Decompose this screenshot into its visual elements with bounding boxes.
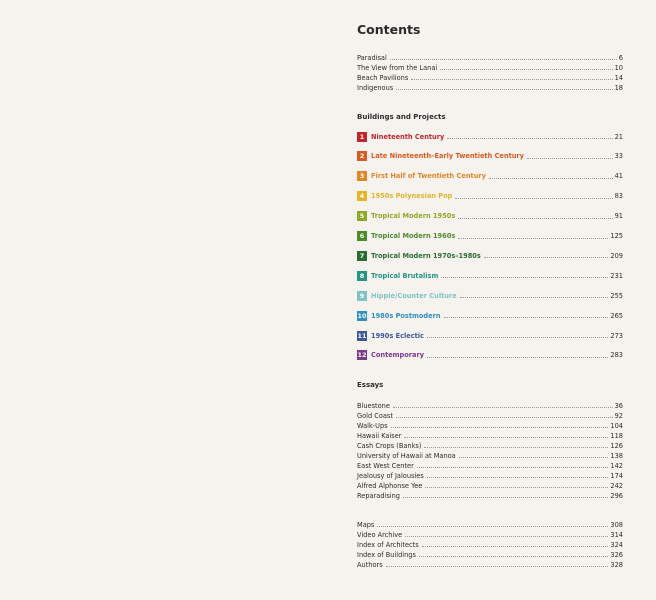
chapter-label: 1950s Polynesian Pop	[371, 192, 453, 201]
chapter-label: First Half of Twentieth Century	[371, 172, 486, 181]
chapter-page: 21	[614, 132, 623, 141]
chapter-label: Hippie/Counter Culture	[371, 291, 457, 300]
dot-leader	[404, 436, 608, 438]
chapter-entry[interactable]	[357, 131, 623, 142]
toc-entry[interactable]	[357, 52, 623, 62]
dot-leader	[484, 256, 609, 258]
chapter-page: 91	[614, 212, 623, 221]
chapter-number-badge: 3	[357, 171, 367, 181]
toc-entry[interactable]	[357, 490, 623, 500]
chapter-label: Nineteenth Century	[371, 132, 445, 141]
toc-entry-page: 142	[610, 462, 623, 470]
toc-entry-label: Reparadising	[357, 492, 400, 500]
toc-entry-page: 10	[614, 64, 623, 72]
toc-entry-label: Jealousy of Jalousies	[357, 472, 424, 480]
dot-leader	[527, 157, 613, 159]
chapter-label: Tropical Modern 1970s–1980s	[371, 251, 481, 260]
toc-entry[interactable]	[357, 62, 623, 72]
chapter-page: 125	[610, 232, 623, 240]
chapter-number-badge: 6	[357, 231, 367, 241]
chapter-page: 33	[614, 152, 623, 161]
toc-entry-page: 18	[614, 84, 623, 92]
chapter-label: 1980s Postmodern	[371, 311, 441, 320]
chapter-page: 265	[610, 311, 623, 320]
dot-leader	[405, 535, 608, 537]
chapter-page: 273	[610, 331, 623, 340]
dot-leader	[460, 296, 609, 298]
chapter-page: 41	[614, 172, 623, 181]
toc-entry-label: University of Hawaii at Manoa	[357, 452, 456, 460]
dot-leader	[419, 555, 609, 557]
toc-entry-label: Hawaii Kaiser	[357, 432, 402, 440]
toc-entry-label: Index of Architects	[357, 541, 419, 549]
chapter-number-badge: 11	[357, 331, 367, 340]
toc-entry-page: 36	[614, 402, 623, 410]
toc-entry[interactable]	[357, 400, 623, 410]
toc-entry[interactable]	[357, 410, 623, 420]
chapter-entry[interactable]	[357, 250, 623, 261]
chapter-entry[interactable]	[357, 191, 623, 202]
chapter-label: Late Nineteenth–Early Twentieth Century	[371, 152, 524, 161]
chapter-number-badge: 4	[357, 191, 367, 201]
toc-entry[interactable]	[357, 529, 623, 539]
dot-leader	[455, 197, 612, 199]
toc-entry-label: Walk-Ups	[357, 422, 388, 430]
toc-entry[interactable]	[357, 549, 623, 559]
chapter-page: 209	[610, 251, 623, 260]
dot-leader	[386, 565, 609, 567]
dot-leader	[447, 137, 612, 139]
toc-entry[interactable]	[357, 430, 623, 440]
dot-leader	[458, 217, 612, 219]
dot-leader	[403, 496, 608, 498]
chapter-entry[interactable]	[357, 310, 623, 321]
dot-leader	[425, 486, 608, 488]
chapter-number-badge: 1	[357, 132, 367, 142]
chapter-number-badge: 12	[357, 351, 367, 360]
toc-entry[interactable]	[357, 559, 623, 569]
toc-entry-label: Authors	[357, 561, 383, 569]
toc-entry-label: Indigenous	[357, 84, 394, 92]
toc-entry-page: 296	[610, 492, 623, 500]
toc-entry-page: 104	[610, 422, 623, 430]
chapter-entry[interactable]	[357, 270, 623, 281]
chapter-label: 1990s Eclectic	[371, 331, 424, 340]
toc-entry-label: The View from the Lanai	[357, 64, 438, 72]
toc-entry-label: East West Center	[357, 462, 414, 470]
chapter-entry[interactable]	[357, 290, 623, 301]
chapter-entry[interactable]	[357, 231, 623, 242]
chapter-label: Tropical Modern 1950s	[371, 212, 456, 221]
toc-entry-label: Video Archive	[357, 531, 403, 539]
toc-entry[interactable]	[357, 420, 623, 430]
chapter-entry[interactable]	[357, 171, 623, 182]
toc-entry-label: Cash Crops (Banks)	[357, 442, 422, 450]
chapter-page: 83	[614, 192, 623, 201]
dot-leader	[424, 446, 608, 448]
chapter-entry[interactable]	[357, 350, 623, 361]
page-title: Contents	[357, 22, 421, 37]
dot-leader	[444, 316, 609, 318]
buildings-heading: Buildings and Projects	[357, 113, 446, 121]
toc-entry-label: Paradisal	[357, 54, 387, 62]
toc-entry[interactable]	[357, 519, 623, 529]
toc-entry-page: 138	[610, 452, 623, 460]
dot-leader	[459, 456, 609, 458]
toc-entry-page: 118	[610, 432, 623, 440]
toc-entry-label: Beach Pavilions	[357, 74, 409, 82]
dot-leader	[422, 545, 609, 547]
toc-entry[interactable]	[357, 480, 623, 490]
chapter-entry[interactable]	[357, 330, 623, 341]
chapter-entry[interactable]	[357, 151, 623, 162]
dot-leader	[458, 237, 608, 239]
toc-entry-page: 92	[614, 412, 623, 420]
toc-entry-page: 314	[610, 531, 623, 539]
dot-leader	[393, 406, 613, 408]
dot-leader	[390, 58, 617, 60]
chapter-label: Tropical Brutalism	[371, 271, 439, 280]
chapter-page: 231	[610, 271, 623, 280]
toc-entry[interactable]	[357, 470, 623, 480]
chapter-number-badge: 5	[357, 211, 367, 221]
dot-leader	[489, 177, 613, 179]
chapter-number-badge: 8	[357, 271, 367, 281]
toc-entry[interactable]	[357, 440, 623, 450]
toc-entry[interactable]	[357, 82, 623, 92]
essays-heading: Essays	[357, 381, 384, 389]
chapter-entry[interactable]	[357, 211, 623, 222]
dot-leader	[427, 476, 609, 478]
dot-leader	[411, 78, 612, 80]
chapter-number-badge: 7	[357, 251, 367, 261]
toc-entry-page: 242	[610, 482, 623, 490]
toc-entry-label: Gold Coast	[357, 412, 393, 420]
toc-entry-label: Alfred Alphonse Yee	[357, 482, 423, 490]
toc-entry-page: 308	[610, 521, 623, 529]
dot-leader	[391, 426, 609, 428]
toc-entry-page: 6	[618, 54, 623, 62]
toc-entry[interactable]	[357, 460, 623, 470]
toc-entry[interactable]	[357, 539, 623, 549]
toc-entry-page: 324	[610, 541, 623, 549]
toc-entry-page: 326	[610, 551, 623, 559]
toc-entry-label: Index of Buildings	[357, 551, 416, 559]
toc-entry[interactable]	[357, 450, 623, 460]
toc-entry-label: Bluestone	[357, 402, 390, 410]
toc-entry-page: 126	[610, 442, 623, 450]
dot-leader	[396, 416, 613, 418]
chapter-number-badge: 9	[357, 291, 367, 301]
toc-entry-page: 174	[610, 472, 623, 480]
chapter-page: 255	[610, 291, 623, 300]
chapter-label: Tropical Modern 1960s	[371, 232, 456, 240]
chapter-number-badge: 2	[357, 151, 367, 161]
dot-leader	[377, 525, 608, 527]
dot-leader	[427, 336, 608, 338]
toc-entry-page: 328	[610, 561, 623, 569]
dot-leader	[427, 356, 608, 358]
chapter-page: 283	[610, 351, 623, 360]
dot-leader	[417, 466, 609, 468]
toc-entry-page: 14	[614, 74, 623, 82]
dot-leader	[441, 276, 608, 278]
dot-leader	[396, 88, 612, 90]
toc-entry[interactable]	[357, 72, 623, 82]
chapter-number-badge: 10	[357, 311, 367, 320]
toc-entry-label: Maps	[357, 521, 375, 529]
dot-leader	[440, 68, 612, 70]
chapter-label: Contemporary	[371, 351, 425, 360]
